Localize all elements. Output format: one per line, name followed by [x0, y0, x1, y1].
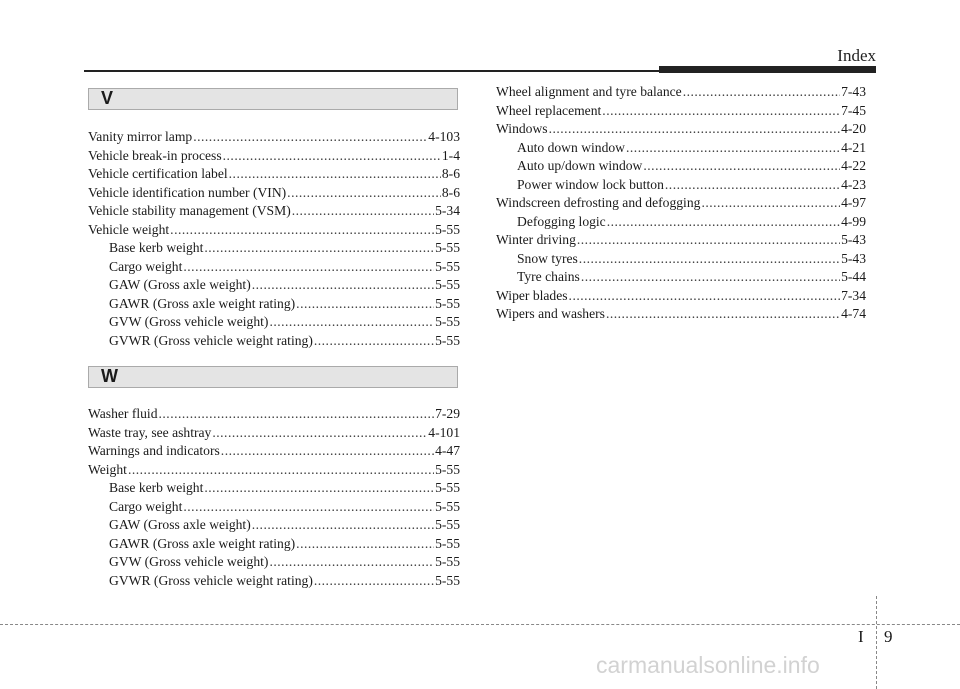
page-number: 9	[884, 627, 893, 646]
section-letter-v: V	[101, 88, 114, 108]
footer-crop-mark	[876, 596, 877, 689]
index-subentry: GVWR (Gross vehicle weight rating) ..... 5-55	[88, 572, 460, 591]
index-entry: Windscreen defrosting and defogging ..... 4-97	[496, 194, 866, 213]
index-entry: Vehicle stability management (VSM) ..... 5-34	[88, 202, 460, 221]
section-header-w	[88, 366, 458, 388]
header-rule	[84, 70, 659, 72]
index-subentry: Auto up/down window ..... 4-22	[496, 157, 866, 176]
index-subentry: GVWR (Gross vehicle weight rating) ..... 5-55	[88, 332, 460, 351]
index-entry: Wheel alignment and tyre balance ..... 7-43	[496, 83, 866, 102]
section-header-v	[88, 88, 458, 110]
index-entry: Vanity mirror lamp ..... 4-103	[88, 128, 460, 147]
index-subentry: GVW (Gross vehicle weight) ..... 5-55	[88, 313, 460, 332]
index-entry: Vehicle break-in process ..... 1-4	[88, 147, 460, 166]
index-list-right	[496, 83, 866, 324]
watermark: carmanualsonline.info	[596, 652, 820, 678]
index-entry: Winter driving ..... 5-43	[496, 231, 866, 250]
index-subentry: GAWR (Gross axle weight rating) ..... 5-55	[88, 535, 460, 554]
index-subentry: Power window lock button ..... 4-23	[496, 176, 866, 195]
index-subentry: Cargo weight ..... 5-55	[88, 498, 460, 517]
index-entry: Wiper blades ..... 7-34	[496, 287, 866, 306]
index-entry: Vehicle identification number (VIN) ..... 8-6	[88, 184, 460, 203]
index-entry: Vehicle weight ..... 5-55	[88, 221, 460, 240]
index-subentry: Tyre chains ..... 5-44	[496, 268, 866, 287]
index-subentry: GVW (Gross vehicle weight) ..... 5-55	[88, 553, 460, 572]
index-subentry: GAW (Gross axle weight) ..... 5-55	[88, 276, 460, 295]
index-subentry: Base kerb weight ..... 5-55	[88, 239, 460, 258]
index-entry: Wipers and washers ..... 4-74	[496, 305, 866, 324]
section-letter-w: W	[101, 366, 118, 386]
index-list-v	[88, 128, 460, 350]
index-subentry: Defogging logic ..... 4-99	[496, 213, 866, 232]
index-subentry: Base kerb weight ..... 5-55	[88, 479, 460, 498]
index-title: Index	[837, 46, 876, 65]
index-entry: Windows ..... 4-20	[496, 120, 866, 139]
footer-crop-line	[0, 624, 960, 625]
footer-section-letter: I	[858, 627, 864, 646]
index-subentry: Snow tyres ..... 5-43	[496, 250, 866, 269]
header-tab-bar	[659, 66, 876, 73]
index-entry: Warnings and indicators ..... 4-47	[88, 442, 460, 461]
index-subentry: GAW (Gross axle weight) ..... 5-55	[88, 516, 460, 535]
index-entry: Vehicle certification label ..... 8-6	[88, 165, 460, 184]
index-entry: Washer fluid ..... 7-29	[88, 405, 460, 424]
index-subentry: GAWR (Gross axle weight rating) ..... 5-55	[88, 295, 460, 314]
index-entry: Weight ..... 5-55	[88, 461, 460, 480]
index-entry: Wheel replacement ..... 7-45	[496, 102, 866, 121]
index-entry: Waste tray, see ashtray ..... 4-101	[88, 424, 460, 443]
index-subentry: Auto down window ..... 4-21	[496, 139, 866, 158]
index-subentry: Cargo weight ..... 5-55	[88, 258, 460, 277]
index-list-w	[88, 405, 460, 590]
